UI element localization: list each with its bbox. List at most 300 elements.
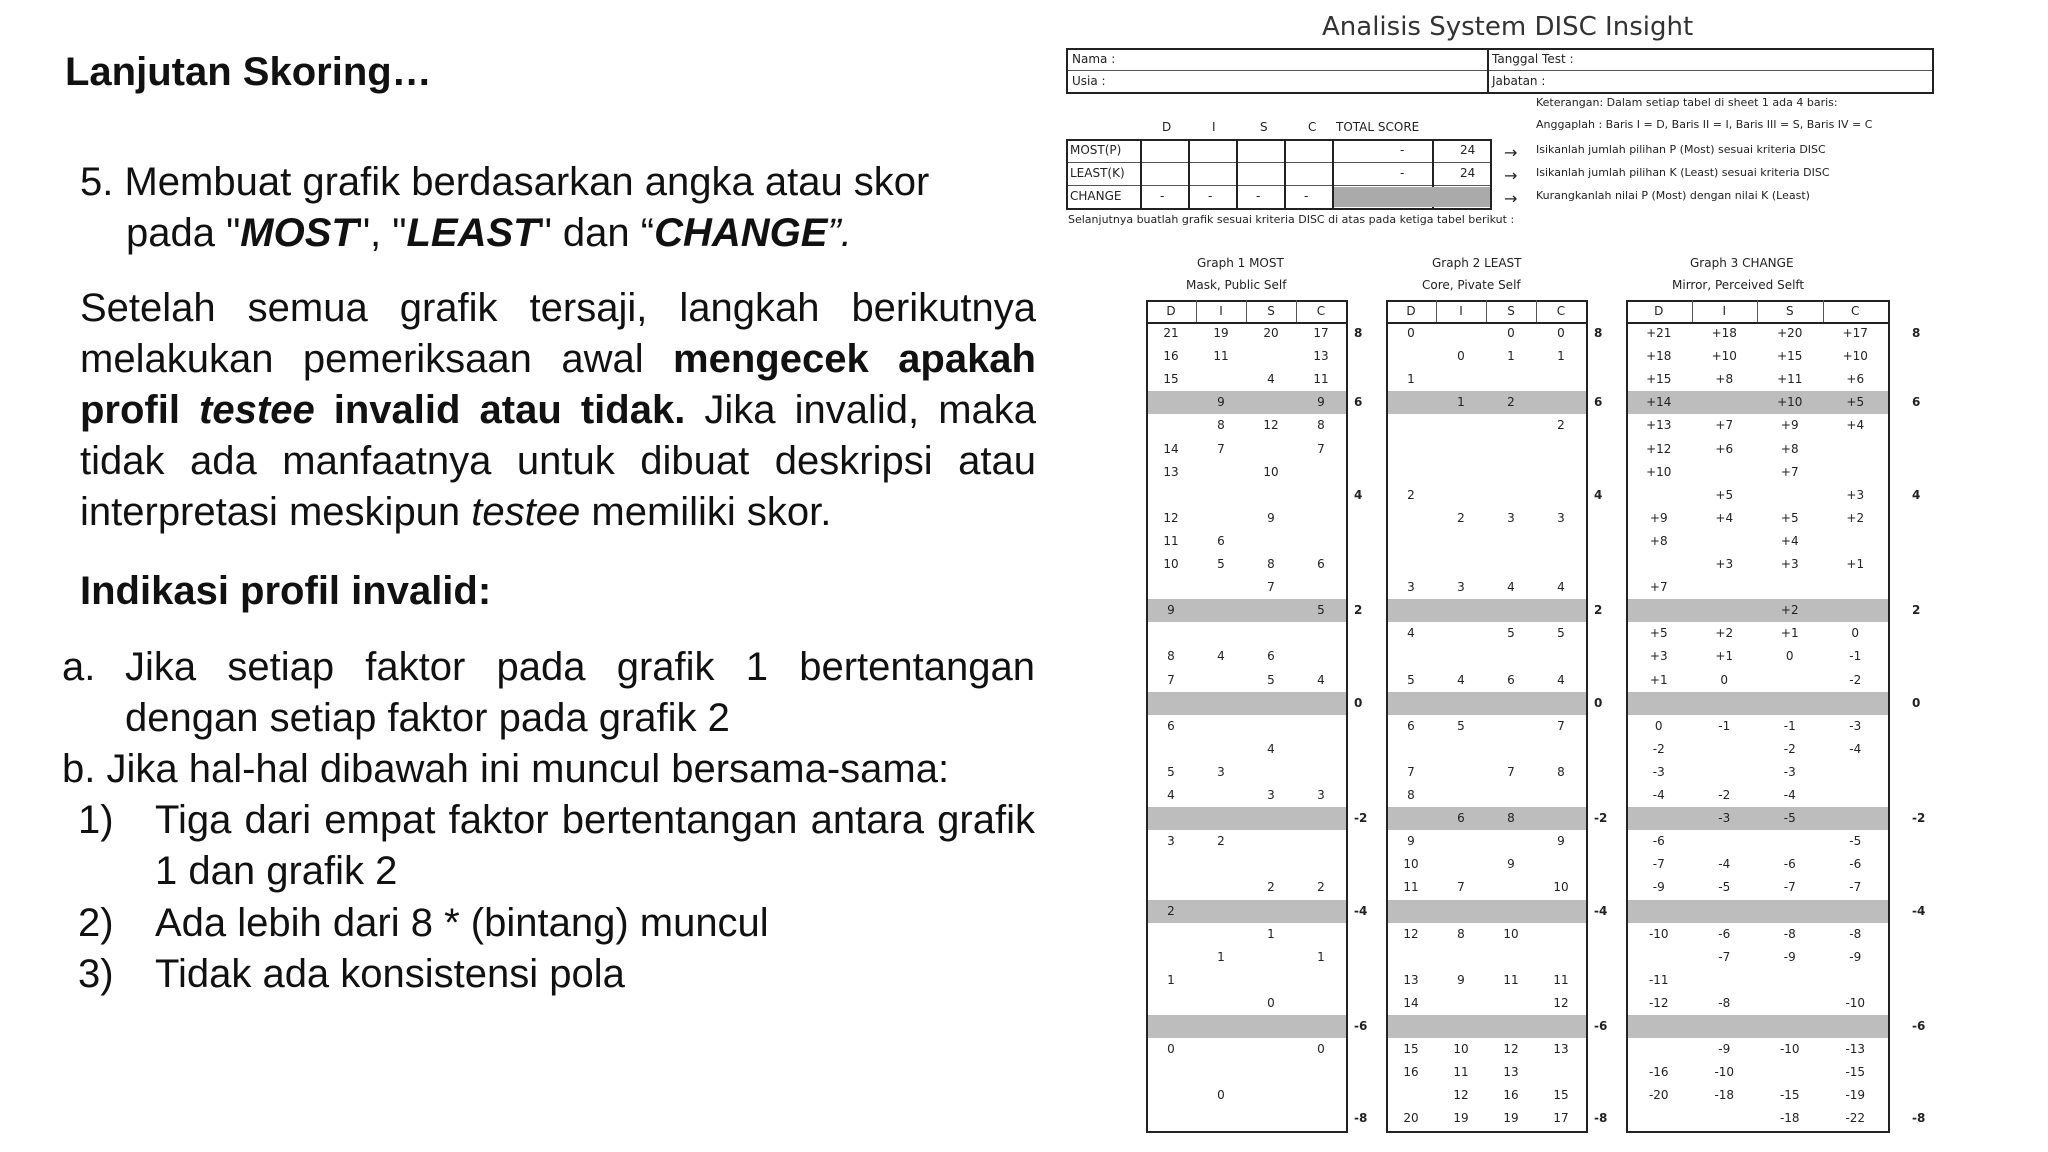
most-row-dash: - xyxy=(1400,143,1405,157)
graph-cell: 4 xyxy=(1457,672,1465,687)
graph-cell: -5 xyxy=(1849,834,1862,849)
change-dash-i: - xyxy=(1208,189,1213,203)
graph-cell: 1 xyxy=(1507,349,1515,364)
graph-cell: -6 xyxy=(1783,857,1796,872)
graph-cell: 3 xyxy=(1457,580,1465,595)
graph-cell: +8 xyxy=(1715,372,1734,387)
graph-frame-left xyxy=(1146,300,1148,1133)
graph1-subtitle: Mask, Public Self xyxy=(1186,278,1287,292)
graph-cell: 6 xyxy=(1217,533,1225,548)
graph-cell: +3 xyxy=(1846,487,1865,502)
graph-cell: 19 xyxy=(1503,1111,1519,1126)
graph-cell: +18 xyxy=(1711,326,1737,340)
graph-cell: 1 xyxy=(1167,972,1175,987)
grey-band xyxy=(1146,807,1346,830)
least-term: LEAST xyxy=(406,211,538,255)
graph-cell: -18 xyxy=(1779,1111,1800,1126)
graph-cell: -7 xyxy=(1849,880,1862,895)
graph-cell: 3 xyxy=(1507,510,1515,525)
graph-frame-top xyxy=(1386,300,1588,302)
graph-cell: +6 xyxy=(1846,372,1865,387)
graph-cell: 6 xyxy=(1167,718,1175,733)
graph-cell: 9 xyxy=(1407,834,1415,849)
graph-cell: 5 xyxy=(1217,557,1225,571)
graph-cell: +10 xyxy=(1646,464,1672,479)
graph-header-line xyxy=(1626,322,1890,324)
graph-cell: -2 xyxy=(1718,788,1731,802)
scale-label: 0 xyxy=(1594,695,1603,710)
scale-label: 0 xyxy=(1912,695,1921,710)
sub-3-text: Tidak ada konsistensi pola xyxy=(155,952,625,996)
graph-cell: -4 xyxy=(1849,741,1862,756)
graph-cell: 5 xyxy=(1457,718,1465,733)
graph-cell: 9 xyxy=(1267,510,1275,525)
graph-col-header: C xyxy=(1556,304,1566,318)
graph-cell: 7 xyxy=(1507,764,1515,779)
point-5-number: 5. xyxy=(80,160,114,204)
change-dash-c: - xyxy=(1304,189,1309,203)
graph-cell: -8 xyxy=(1718,995,1731,1010)
graph-cell: 12 xyxy=(1553,995,1569,1010)
graph-cell: 20 xyxy=(1403,1111,1419,1126)
graph-col-header: C xyxy=(1316,304,1326,318)
score-col-total: TOTAL SCORE xyxy=(1336,120,1420,134)
graph-cell: -7 xyxy=(1783,880,1796,895)
graph-cell: -5 xyxy=(1783,811,1796,826)
graph-cell: -11 xyxy=(1648,972,1669,987)
graph-cell: -8 xyxy=(1849,926,1862,941)
graph-cell: -3 xyxy=(1718,811,1731,826)
graph-cell: 1 xyxy=(1217,949,1225,964)
graph-cell: +7 xyxy=(1715,418,1734,433)
graph-cell: -6 xyxy=(1849,857,1862,872)
graph-cell: 19 xyxy=(1453,1111,1469,1126)
graph-cell: 11 xyxy=(1313,372,1329,387)
graph-cell: 12 xyxy=(1453,1088,1469,1103)
grey-band xyxy=(1626,1015,1888,1038)
change-term: CHANGE xyxy=(654,211,828,255)
graph-cell: 4 xyxy=(1557,580,1565,595)
graph-cell: -9 xyxy=(1849,949,1862,964)
graph-frame-right xyxy=(1346,300,1348,1133)
graph-cell: 6 xyxy=(1407,718,1415,733)
change-dash-d: - xyxy=(1160,189,1165,203)
graph-cell: 0 xyxy=(1167,1042,1175,1057)
graph-cell: +5 xyxy=(1780,510,1799,525)
graph-cell: -10 xyxy=(1779,1042,1800,1057)
graph-col-header: S xyxy=(1785,304,1794,318)
graph-col-header: S xyxy=(1507,304,1515,318)
scale-label: -6 xyxy=(1594,1019,1608,1033)
graph-cell: 0 xyxy=(1267,995,1275,1010)
graph-cell: 7 xyxy=(1167,672,1175,687)
graph-cell: 11 xyxy=(1403,880,1419,895)
graph-cell: 8 xyxy=(1167,649,1175,664)
graph-cell: 3 xyxy=(1267,788,1275,802)
graph-cell: +18 xyxy=(1646,349,1672,364)
score-col-s: S xyxy=(1260,120,1268,134)
graph-frame-right xyxy=(1586,300,1588,1133)
disc-form-image xyxy=(1060,0,2020,1152)
graph-cell: +17 xyxy=(1842,326,1868,340)
graph-cell: 16 xyxy=(1503,1088,1519,1103)
graph-cell: +3 xyxy=(1715,557,1734,571)
graph-cell: 4 xyxy=(1317,672,1325,687)
graph-cell: 10 xyxy=(1163,557,1179,571)
graph-col-header: C xyxy=(1851,304,1860,318)
scale-label: -6 xyxy=(1912,1019,1926,1033)
graph-cell: 3 xyxy=(1317,788,1325,802)
graph-cell: 1 xyxy=(1267,926,1275,941)
graph-cell: +2 xyxy=(1715,626,1734,641)
graph-cell: -10 xyxy=(1845,995,1866,1010)
graph-cell: -15 xyxy=(1779,1088,1800,1103)
graph-cell: 3 xyxy=(1407,580,1415,595)
graph-cell: +13 xyxy=(1646,418,1672,433)
graph-cell: +5 xyxy=(1846,395,1865,410)
grey-band xyxy=(1146,692,1346,715)
graph-cell: 10 xyxy=(1553,880,1569,895)
graph-cell: 5 xyxy=(1317,603,1325,618)
score-col-i: I xyxy=(1212,120,1216,134)
graph-cell: 0 xyxy=(1457,349,1465,364)
graph-cell: -2 xyxy=(1849,672,1862,687)
scale-label: -8 xyxy=(1594,1111,1608,1126)
graph-cell: +20 xyxy=(1777,326,1803,340)
graph-cell: 4 xyxy=(1167,788,1175,802)
graph-cell: -6 xyxy=(1652,834,1665,849)
graph-cell: +10 xyxy=(1842,349,1868,364)
graph-cell: +5 xyxy=(1649,626,1668,641)
scale-label: -4 xyxy=(1594,903,1608,918)
graph-cell: +15 xyxy=(1646,372,1672,387)
graph-cell: -15 xyxy=(1845,1065,1866,1080)
graph-cell: 15 xyxy=(1403,1042,1419,1057)
point-5-sep1: ", " xyxy=(355,211,407,255)
graph-cell: +6 xyxy=(1715,441,1734,456)
graph-frame-top xyxy=(1146,300,1348,302)
graph-cell: 1 xyxy=(1457,395,1465,410)
graph-cell: -20 xyxy=(1648,1088,1669,1103)
graph-cell: 8 xyxy=(1217,418,1225,433)
graph-cell: -18 xyxy=(1714,1088,1735,1103)
graph-cell: +10 xyxy=(1777,395,1803,410)
indikasi-heading: Indikasi profil invalid: xyxy=(80,569,492,613)
graph-cell: 13 xyxy=(1553,1042,1569,1057)
graph-cell: 6 xyxy=(1457,811,1465,826)
graph-cell: 12 xyxy=(1403,926,1419,941)
graph-cell: -9 xyxy=(1718,1042,1731,1057)
graph-cell: 9 xyxy=(1317,395,1325,410)
score-col-d: D xyxy=(1162,120,1172,134)
graph-cell: +4 xyxy=(1780,533,1799,548)
graph-cell: 0 xyxy=(1851,626,1860,641)
graph-cell: 8 xyxy=(1317,418,1325,433)
scale-label: 6 xyxy=(1594,395,1603,410)
keterangan-line1: Keterangan: Dalam setiap tabel di sheet 1 ada 4 baris: xyxy=(1536,96,1838,109)
graph-cell: +4 xyxy=(1715,510,1734,525)
graph-cell: 0 xyxy=(1317,1042,1325,1057)
slide-heading: Lanjutan Skoring… xyxy=(65,50,432,94)
graph-cell: +11 xyxy=(1777,372,1803,387)
tanggal-field: Tanggal Test : xyxy=(1492,52,1574,66)
graph-col-header: I xyxy=(1459,304,1463,318)
graph-cell: 0 xyxy=(1507,326,1515,340)
scale-label: 6 xyxy=(1354,395,1363,410)
least-row-dash: - xyxy=(1400,166,1405,180)
graph-cell: 3 xyxy=(1167,834,1175,849)
graph-cell: 5 xyxy=(1557,626,1565,641)
nama-field: Nama : xyxy=(1072,52,1116,66)
graph-cell: 5 xyxy=(1267,672,1275,687)
para-text-b: Jika invalid, maka tidak ada manfaatnya untuk dibuat deskripsi atau interpretasi meskipun xyxy=(80,388,1037,534)
graph-cell: -7 xyxy=(1652,857,1665,872)
graph-cell: 0 xyxy=(1654,718,1663,733)
point-5-sep2: " dan “ xyxy=(537,211,655,255)
graph-cell: -1 xyxy=(1783,718,1796,733)
sub-1-num: 1) xyxy=(78,798,114,842)
point-5 xyxy=(80,157,1040,259)
graph-cell: -4 xyxy=(1718,857,1731,872)
sub-2-num: 2) xyxy=(78,901,114,945)
graph-cell: 7 xyxy=(1557,718,1565,733)
graph-cell: +3 xyxy=(1649,649,1668,664)
graph-cell: +7 xyxy=(1649,580,1668,595)
graph2-title: Graph 2 LEAST xyxy=(1432,256,1522,270)
scale-label: -6 xyxy=(1354,1019,1368,1033)
graph-header-line xyxy=(1146,322,1348,324)
grey-band xyxy=(1386,900,1586,923)
change-note: Kurangkanlah nilai P (Most) dengan nilai K (Least) xyxy=(1536,189,1810,202)
scale-label: 8 xyxy=(1912,326,1921,340)
graph-cell: 21 xyxy=(1163,326,1179,340)
graph-cell: 1 xyxy=(1407,372,1415,387)
para-testee-2: testee xyxy=(471,490,581,534)
least-note: Isikanlah jumlah pilihan K (Least) sesuai kriteria DISC xyxy=(1536,166,1830,179)
graph-frame-right xyxy=(1888,300,1890,1133)
graph-cell: 13 xyxy=(1163,464,1179,479)
graph-cell: -7 xyxy=(1718,949,1731,964)
score-col-c: C xyxy=(1308,120,1317,134)
graph-cell: 4 xyxy=(1407,626,1415,641)
change-row-label: CHANGE xyxy=(1070,189,1122,203)
graph-cell: +9 xyxy=(1649,510,1668,525)
graph-cell: 11 xyxy=(1503,972,1519,987)
graph-cell: +4 xyxy=(1846,418,1865,433)
graph-cell: 2 xyxy=(1217,834,1225,849)
graph-cell: 11 xyxy=(1163,533,1179,548)
graph-cell: +12 xyxy=(1646,441,1672,456)
graph-cell: +8 xyxy=(1780,441,1799,456)
graph-cell: -10 xyxy=(1648,926,1669,941)
grey-band xyxy=(1386,599,1586,622)
scale-label: 2 xyxy=(1354,603,1363,618)
graph-cell: 0 xyxy=(1217,1088,1225,1103)
graph-col-header: S xyxy=(1267,304,1275,318)
graph-cell: -9 xyxy=(1783,949,1796,964)
graph-cell: 13 xyxy=(1313,349,1329,364)
graph-cell: 0 xyxy=(1720,672,1729,687)
graph-cell: -4 xyxy=(1783,788,1796,802)
graph-cell: +2 xyxy=(1780,603,1799,618)
graph-cell: 8 xyxy=(1407,788,1415,802)
graph-cell: 2 xyxy=(1407,487,1415,502)
graph-cell: 5 xyxy=(1407,672,1415,687)
graph-cell: 9 xyxy=(1217,395,1225,410)
graph-cell: 10 xyxy=(1403,857,1419,872)
sub-2-text: Ada lebih dari 8 * (bintang) muncul xyxy=(155,901,769,945)
graph-cell: -3 xyxy=(1849,718,1862,733)
graph-frame-bottom xyxy=(1386,1131,1588,1133)
graph-cell: 12 xyxy=(1263,418,1279,433)
item-b xyxy=(62,744,949,795)
item-b-text: Jika hal-hal dibawah ini muncul bersama-sama: xyxy=(106,747,950,791)
graph-cell: 2 xyxy=(1317,880,1325,895)
graph-cell: -19 xyxy=(1845,1088,1866,1103)
graph3-subtitle: Mirror, Perceived Selft xyxy=(1672,278,1805,292)
graph-cell: 11 xyxy=(1213,349,1229,364)
graph-cell: 11 xyxy=(1453,1065,1469,1080)
graph-cell: 14 xyxy=(1403,995,1419,1010)
graph-cell: 2 xyxy=(1507,395,1515,410)
graph-cell: 2 xyxy=(1457,510,1465,525)
graph-cell: 15 xyxy=(1553,1088,1569,1103)
graph-frame-top xyxy=(1626,300,1890,302)
grey-band xyxy=(1386,1015,1586,1038)
graph-cell: 7 xyxy=(1267,580,1275,595)
most-note: Isikanlah jumlah pilihan P (Most) sesuai kriteria DISC xyxy=(1536,143,1826,156)
graph-cell: 13 xyxy=(1503,1065,1519,1080)
least-total: 24 xyxy=(1460,166,1476,180)
graph2-subtitle: Core, Pivate Self xyxy=(1422,278,1521,292)
graph-cell: -6 xyxy=(1718,926,1731,941)
arrow-icon: → xyxy=(1504,143,1518,162)
point-5-line2-start: pada " xyxy=(126,211,241,255)
sub-1-text: Tiga dari empat faktor bertentangan antara grafik 1 dan grafik 2 xyxy=(155,798,1035,893)
scale-label: -4 xyxy=(1912,903,1926,918)
graph-cell: 6 xyxy=(1267,649,1275,664)
keterangan-line2: Anggaplah : Baris I = D, Baris II = I, Baris III = S, Baris IV = C xyxy=(1536,118,1873,131)
graph-cell: 1 xyxy=(1557,349,1565,364)
graph-cell: +10 xyxy=(1711,349,1737,364)
graph-cell: -9 xyxy=(1652,880,1665,895)
most-row-label: MOST(P) xyxy=(1070,143,1122,157)
scale-label: -2 xyxy=(1594,811,1608,826)
graph-cell: +9 xyxy=(1780,418,1799,433)
graph-cell: 9 xyxy=(1167,603,1175,618)
para-text-a: Setelah semua grafik tersaji, langkah berikutnya melakukan pemeriksaan awal xyxy=(80,286,1036,381)
graph-col-header: D xyxy=(1406,304,1416,318)
scale-label: -2 xyxy=(1354,811,1368,826)
graph-col-header: D xyxy=(1166,304,1176,318)
graph-cell: 7 xyxy=(1217,441,1225,456)
graph-cell: 4 xyxy=(1507,580,1515,595)
para-bold-2: invalid atau tidak. xyxy=(314,388,686,432)
graph-cell: +5 xyxy=(1715,487,1734,502)
grey-band xyxy=(1146,1015,1346,1038)
graph-cell: 6 xyxy=(1317,557,1325,571)
graph-cell: +1 xyxy=(1780,626,1799,641)
least-row-label: LEAST(K) xyxy=(1070,166,1125,180)
graph-cell: 3 xyxy=(1217,764,1225,779)
graph-cell: +1 xyxy=(1649,672,1668,687)
jabatan-field: Jabatan : xyxy=(1492,74,1546,88)
scale-label: 4 xyxy=(1594,487,1603,502)
scale-label: 4 xyxy=(1354,487,1363,502)
point-5-end: ”. xyxy=(827,211,852,255)
graph-cell: 7 xyxy=(1457,880,1465,895)
graph-cell: 8 xyxy=(1557,764,1565,779)
graph-cell: 2 xyxy=(1267,880,1275,895)
scale-label: 6 xyxy=(1912,395,1921,410)
item-a-text: Jika setiap faktor pada grafik 1 bertentangan dengan setiap faktor pada grafik 2 xyxy=(125,645,1035,740)
arrow-icon: → xyxy=(1504,166,1518,185)
graph-frame-bottom xyxy=(1146,1131,1348,1133)
graph-cell: +8 xyxy=(1649,533,1668,548)
graph-cell: -16 xyxy=(1648,1065,1669,1080)
graph-cell: 0 xyxy=(1407,326,1415,340)
graph-cell: 17 xyxy=(1553,1111,1569,1126)
graph3-title: Graph 3 CHANGE xyxy=(1690,256,1794,270)
graph-cell: 16 xyxy=(1403,1065,1419,1080)
graph-cell: 9 xyxy=(1557,834,1565,849)
graph-cell: -4 xyxy=(1652,788,1665,802)
point-5-line1: Membuat grafik berdasarkan angka atau skor xyxy=(124,160,930,204)
graph-cell: 9 xyxy=(1507,857,1515,872)
graph-cell: 7 xyxy=(1317,441,1325,456)
scale-label: 2 xyxy=(1912,603,1921,618)
scale-label: 4 xyxy=(1912,487,1921,502)
graph1-title: Graph 1 MOST xyxy=(1197,256,1284,270)
scale-label: 2 xyxy=(1594,603,1603,618)
grey-band xyxy=(1626,692,1888,715)
scale-label: -4 xyxy=(1354,903,1368,918)
graph-cell: -13 xyxy=(1845,1042,1866,1057)
graph-cell: +15 xyxy=(1777,349,1803,364)
graph-cell: -2 xyxy=(1652,741,1665,756)
graph-cell: 10 xyxy=(1503,926,1519,941)
graph-cell: 1 xyxy=(1317,949,1325,964)
graph-cell: 17 xyxy=(1313,326,1329,340)
graph-cell: 0 xyxy=(1785,649,1794,664)
graph-cell: 19 xyxy=(1213,326,1229,340)
graph-cell: 3 xyxy=(1557,510,1565,525)
graph-cell: 11 xyxy=(1553,972,1569,987)
grey-band xyxy=(1626,900,1888,923)
graph-cell: -2 xyxy=(1783,741,1796,756)
graph-cell: 5 xyxy=(1167,764,1175,779)
graph-cell: -1 xyxy=(1718,718,1731,733)
graph-header-line xyxy=(1386,322,1588,324)
graph-cell: -3 xyxy=(1783,764,1796,779)
scale-label: -8 xyxy=(1912,1111,1926,1126)
graph-cell: -12 xyxy=(1648,995,1669,1010)
para-bold-1: mengecek apakah profil xyxy=(80,337,1036,432)
item-a-label: a. xyxy=(62,645,96,689)
graph-cell: 16 xyxy=(1163,349,1179,364)
graph-cell: 4 xyxy=(1557,672,1565,687)
paragraph-pemeriksaan xyxy=(80,283,1036,538)
graph-cell: 12 xyxy=(1163,510,1179,525)
graph-cell: 4 xyxy=(1267,741,1275,756)
sub-3-num: 3) xyxy=(78,952,114,996)
graph-cell: -10 xyxy=(1714,1065,1735,1080)
most-term: MOST xyxy=(240,211,356,255)
scale-label: 0 xyxy=(1354,695,1363,710)
graph-cell: 4 xyxy=(1217,649,1225,664)
graph-cell: 12 xyxy=(1503,1042,1519,1057)
most-total: 24 xyxy=(1460,143,1476,157)
